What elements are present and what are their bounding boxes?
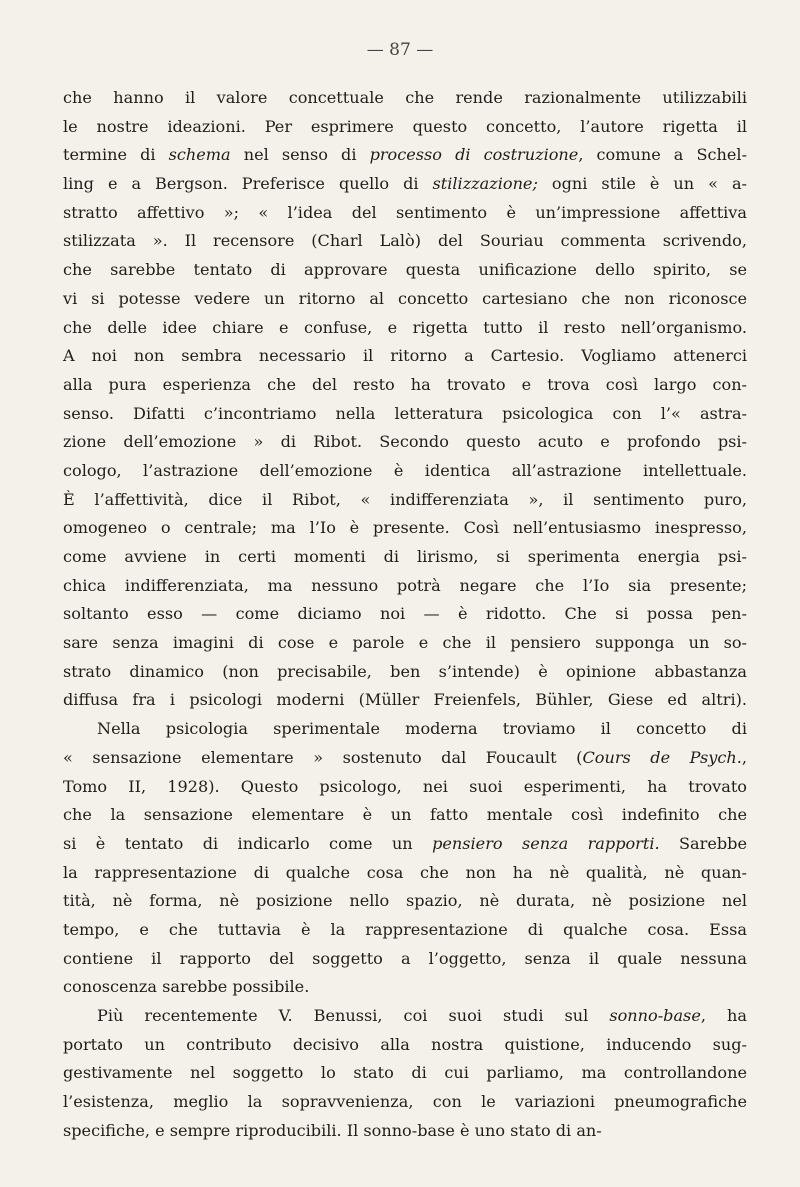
text-run: strato dinamico (non precisabile, ben s’intende) è opinione abbastanza bbox=[63, 661, 747, 681]
text-run: chica indifferenziata, ma nessuno potrà negare che l’Io sia presente; bbox=[63, 575, 747, 595]
text-line bbox=[63, 227, 747, 256]
text-line bbox=[63, 658, 747, 687]
text-line bbox=[63, 457, 747, 486]
text-run: si è tentato di indicarlo come un bbox=[63, 833, 433, 853]
text-run: « sensazione elementare » sostenuto dal Foucault ( bbox=[63, 747, 583, 767]
text-run: , bbox=[741, 747, 747, 767]
text-run: omogeneo o centrale; ma l’Io è presente. Così nell’entusiasmo inespresso, bbox=[63, 518, 747, 538]
text-line bbox=[63, 773, 747, 802]
text-run: ogni stile è un « a- bbox=[537, 174, 747, 194]
text-line bbox=[63, 113, 747, 142]
text-run: nel senso di bbox=[230, 145, 370, 165]
text-line bbox=[63, 973, 747, 1002]
text-run: diffusa fra i psicologi moderni (Müller Freienfels, Bühler, Giese ed altri). bbox=[63, 690, 747, 710]
text-run: termine di bbox=[63, 145, 169, 165]
text-run: Sarebbe bbox=[659, 833, 747, 853]
text-run: tempo, e che tuttavia è la rappresentazione di qualche cosa. Essa bbox=[63, 919, 747, 939]
text-line bbox=[63, 887, 747, 916]
text-run: stilizzata ». Il recensore (Charl Lalò) del Souriau commenta scrivendo, bbox=[63, 231, 747, 251]
page-number: — 87 — bbox=[366, 40, 434, 60]
text-line bbox=[63, 314, 747, 343]
text-run: vi si potesse vedere un ritorno al concetto cartesiano che non riconosce bbox=[63, 288, 747, 308]
text-run: sare senza imagini di cose e parole e che il pensiero supponga un so- bbox=[63, 633, 747, 653]
text-line bbox=[63, 1088, 747, 1117]
text-line bbox=[63, 84, 747, 113]
italic-term: Cours de Psych. bbox=[582, 747, 742, 767]
text-run: ling e a Bergson. Preferisce quello di bbox=[63, 174, 433, 194]
text-line bbox=[63, 256, 747, 285]
text-line bbox=[63, 1117, 747, 1146]
text-line bbox=[63, 916, 747, 945]
text-run: , ha bbox=[700, 1006, 747, 1025]
text-run: che sarebbe tentato di approvare questa unificazione dello spirito, se bbox=[63, 260, 747, 280]
text-line bbox=[63, 801, 747, 830]
text-line bbox=[63, 170, 747, 199]
italic-term: schema bbox=[168, 145, 231, 165]
text-run: A noi non sembra necessario il ritorno a Cartesio. Vogliamo attenerci bbox=[63, 346, 747, 366]
text-line bbox=[63, 543, 747, 572]
text-run: che hanno il valore concettuale che rende razionalmente utilizzabili bbox=[63, 88, 747, 107]
italic-term: sonno-base bbox=[609, 1006, 701, 1025]
text-run: che delle idee chiare e confuse, e rigetta tutto il resto nell’organismo. bbox=[63, 317, 747, 337]
text-run: come avviene in certi momenti di lirismo, si sperimenta energia psi- bbox=[63, 547, 747, 566]
text-run: la rappresentazione di qualche cosa che non ha nè qualità, nè quan- bbox=[63, 862, 747, 882]
italic-term: processo di costruzione bbox=[369, 145, 579, 165]
text-run: specifiche, e sempre riproducibili. Il sonno-base è uno stato di an- bbox=[63, 1120, 602, 1140]
text-line bbox=[63, 830, 747, 859]
text-line bbox=[63, 400, 747, 429]
text-run: alla pura esperienza che del resto ha trovato e trova così largo con- bbox=[63, 374, 747, 394]
text-line bbox=[63, 1059, 747, 1088]
text-run: l’esistenza, meglio la sopravvenienza, con le variazioni pneumografiche bbox=[63, 1092, 747, 1112]
text-run: Tomo II, 1928). Questo psicologo, nei suoi esperimenti, ha trovato bbox=[63, 776, 747, 796]
text-line bbox=[63, 514, 747, 543]
text-run: portato un contributo decisivo alla nostra quistione, inducendo sug- bbox=[63, 1034, 747, 1054]
text-line bbox=[63, 486, 747, 515]
text-run: Nella psicologia sperimentale moderna troviamo il concetto di bbox=[97, 719, 747, 739]
text-run: , comune a Schel- bbox=[578, 145, 748, 165]
text-run: senso. Difatti c’incontriamo nella letteratura psicologica con l’« astra- bbox=[63, 403, 747, 423]
text-line bbox=[63, 859, 747, 888]
text-run: contiene il rapporto del soggetto a l’oggetto, senza il quale nessuna bbox=[63, 948, 747, 968]
text-run: soltanto esso — come diciamo noi — è ridotto. Che si possa pen- bbox=[63, 604, 747, 624]
text-line bbox=[63, 141, 747, 170]
text-run: Più recentemente V. Benussi, coi suoi studi sul bbox=[97, 1006, 610, 1025]
text-run: tità, nè forma, nè posizione nello spazio, nè durata, nè posizione nel bbox=[63, 891, 747, 911]
text-line bbox=[63, 945, 747, 974]
text-line bbox=[63, 342, 747, 371]
text-line bbox=[63, 1002, 747, 1031]
text-line bbox=[63, 600, 747, 629]
text-line bbox=[63, 744, 747, 773]
text-line bbox=[63, 1031, 747, 1060]
page-body bbox=[63, 84, 747, 1145]
text-line bbox=[63, 371, 747, 400]
text-line bbox=[63, 686, 747, 715]
text-run: cologo, l’astrazione dell’emozione è identica all’astrazione intellettuale. bbox=[63, 460, 747, 480]
text-run: conoscenza sarebbe possibile. bbox=[63, 977, 310, 997]
text-line bbox=[63, 629, 747, 658]
italic-term: stilizzazione; bbox=[432, 174, 538, 194]
italic-term: pensiero senza rapporti. bbox=[432, 833, 660, 853]
text-line bbox=[63, 715, 747, 744]
text-run: zione dell’emozione » di Ribot. Secondo questo acuto e profondo psi- bbox=[63, 432, 747, 452]
text-line bbox=[63, 199, 747, 228]
text-run: che la sensazione elementare è un fatto mentale così indefinito che bbox=[63, 805, 747, 825]
text-run: stratto affettivo »; « l’idea del sentimento è un’impressione affettiva bbox=[63, 202, 747, 222]
text-run: le nostre ideazioni. Per esprimere questo concetto, l’autore rigetta il bbox=[63, 116, 747, 136]
text-line bbox=[63, 285, 747, 314]
text-line bbox=[63, 572, 747, 601]
text-run: È l’affettività, dice il Ribot, « indifferenziata », il sentimento puro, bbox=[63, 489, 747, 509]
text-line bbox=[63, 428, 747, 457]
text-run: gestivamente nel soggetto lo stato di cui parliamo, ma controllandone bbox=[63, 1063, 747, 1083]
